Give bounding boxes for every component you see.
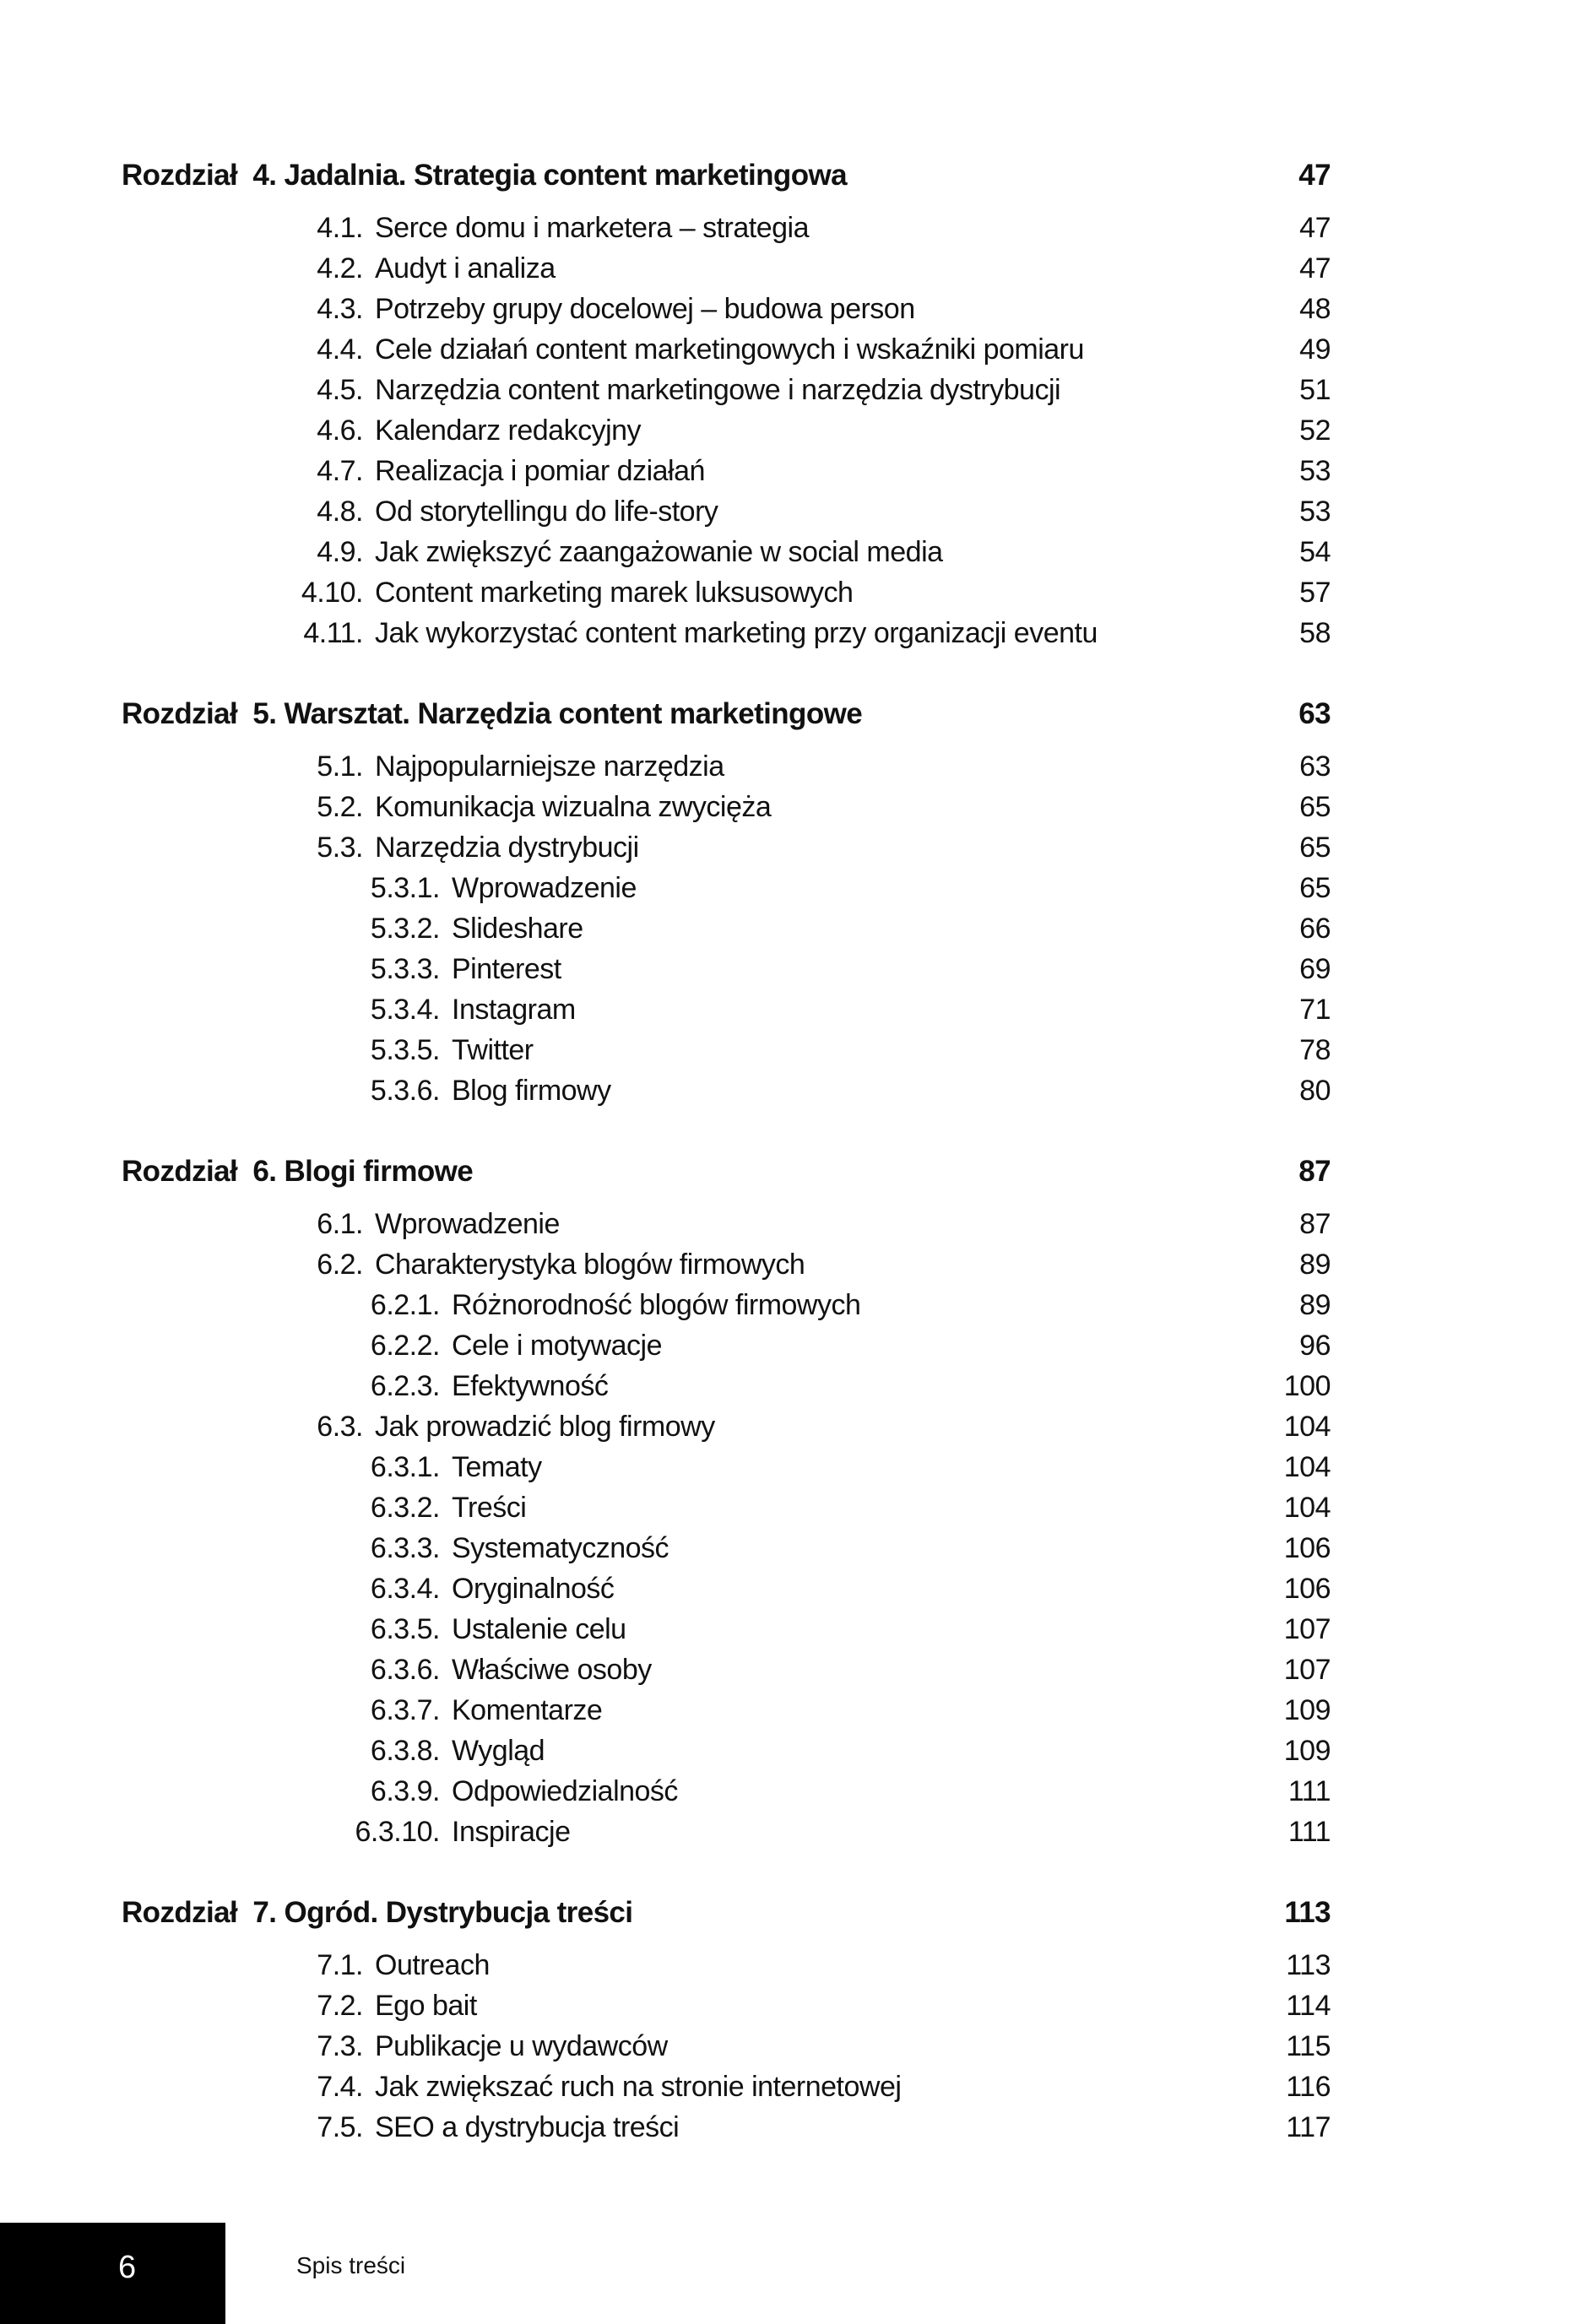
entry-title: Komentarze: [452, 1693, 603, 1726]
entry-title: Kalendarz redakcyjny: [375, 414, 642, 447]
entry-title: Narzędzia content marketingowe i narzędzia dystrybucji: [375, 373, 1061, 406]
entry-page: 107: [1283, 1612, 1331, 1645]
entry-number: 6.3.10.: [355, 1815, 440, 1848]
entry-number: 6.3.7.: [370, 1693, 440, 1726]
chapter-title: Rozdział 4. Jadalnia. Strategia content marketingowa: [122, 159, 847, 192]
chapter-page: 63: [1298, 697, 1331, 730]
toc-subentry: [122, 989, 1331, 1030]
toc-entry: [122, 1985, 1331, 2026]
entry-page: 58: [1299, 616, 1331, 649]
entry-page: 65: [1299, 871, 1331, 904]
entry-page: 111: [1287, 1815, 1331, 1848]
toc-subentry: [122, 949, 1331, 989]
entry-title: Komunikacja wizualna zwycięża: [375, 790, 772, 823]
entry-number: 4.9.: [317, 535, 363, 568]
running-footer-title: Spis treści: [296, 2252, 406, 2278]
chapter-heading: [122, 696, 1331, 733]
entry-title: Jak zwiększać ruch na stronie internetowej: [375, 2070, 902, 2103]
entry-title: SEO a dystrybucja treści: [375, 2110, 680, 2143]
entry-page: 111: [1287, 1774, 1331, 1807]
chapter-heading: [122, 1894, 1331, 1931]
entry-number: 5.3.: [317, 831, 363, 864]
entry-number: 5.1.: [317, 750, 363, 783]
entry-number: 6.3.6.: [370, 1653, 440, 1686]
entry-page: 65: [1299, 790, 1331, 823]
entry-page: 107: [1283, 1653, 1331, 1686]
page-number-box: [0, 2223, 225, 2324]
toc-subentry: [122, 1285, 1331, 1325]
entry-page: 115: [1286, 2029, 1331, 2062]
chapter-section: [122, 1153, 1331, 1852]
toc-entry: [122, 572, 1331, 613]
entry-number: 5.3.5.: [370, 1033, 440, 1066]
entry-number: 6.3.1.: [370, 1450, 440, 1483]
toc-entry: [122, 532, 1331, 572]
entry-number: 4.8.: [317, 495, 363, 528]
entry-title: Treści: [452, 1491, 527, 1524]
entry-title: Blog firmowy: [452, 1074, 611, 1107]
entry-number: 6.1.: [317, 1207, 363, 1240]
entry-page: 106: [1283, 1572, 1331, 1605]
chapter-title: Rozdział 7. Ogród. Dystrybucja treści: [122, 1896, 633, 1929]
entry-number: 7.3.: [317, 2029, 363, 2062]
chapter-section: [122, 157, 1331, 653]
entry-number: 6.3.8.: [370, 1734, 440, 1767]
entry-title: Inspiracje: [452, 1815, 571, 1848]
entry-title: Charakterystyka blogów firmowych: [375, 1248, 805, 1281]
entry-number: 6.3.4.: [370, 1572, 440, 1605]
entry-number: 4.10.: [301, 576, 363, 609]
entry-title: Ego bait: [375, 1989, 477, 2022]
toc-entry: [122, 208, 1331, 248]
toc-subentry: [122, 1447, 1331, 1487]
entry-title: Wygląd: [452, 1734, 545, 1767]
toc-entry: [122, 289, 1331, 329]
toc-entry: [122, 451, 1331, 491]
entry-page: 52: [1299, 414, 1331, 447]
entry-title: Jak prowadzić blog firmowy: [375, 1410, 715, 1443]
entry-title: Od storytellingu do life-story: [375, 495, 718, 528]
entry-page: 96: [1299, 1329, 1331, 1362]
entry-number: 6.2.1.: [370, 1288, 440, 1321]
entry-page: 80: [1299, 1074, 1331, 1107]
entry-page: 71: [1299, 993, 1331, 1026]
entry-number: 6.2.: [317, 1248, 363, 1281]
entry-page: 53: [1299, 495, 1331, 528]
entry-number: 7.2.: [317, 1989, 363, 2022]
toc-entry: [122, 1204, 1331, 1244]
entry-page: 47: [1299, 211, 1331, 244]
toc-subentry: [122, 908, 1331, 949]
entry-page: 117: [1286, 2110, 1331, 2143]
entry-title: Cele i motywacje: [452, 1329, 662, 1362]
entry-number: 4.7.: [317, 454, 363, 487]
toc-subentry: [122, 1070, 1331, 1111]
chapter-title: Rozdział 5. Warsztat. Narzędzia content marketingowe: [122, 697, 863, 730]
toc-entry: [122, 787, 1331, 827]
entry-page: 89: [1299, 1288, 1331, 1321]
entry-number: 6.3.2.: [370, 1491, 440, 1524]
entry-title: Jak wykorzystać content marketing przy organizacji eventu: [375, 616, 1098, 649]
toc-entry: [122, 2067, 1331, 2107]
toc-subentry: [122, 1487, 1331, 1528]
toc-subentry: [122, 1609, 1331, 1650]
entry-number: 6.3.: [317, 1410, 363, 1443]
entry-number: 4.11.: [303, 616, 363, 649]
entry-title: Efektywność: [452, 1369, 609, 1402]
entry-title: Oryginalność: [452, 1572, 615, 1605]
entry-title: Właściwe osoby: [452, 1653, 652, 1686]
entry-title: Cele działań content marketingowych i wskaźniki pomiaru: [375, 333, 1084, 366]
entry-number: 6.2.3.: [370, 1369, 440, 1402]
toc-subentry: [122, 1690, 1331, 1731]
chapter-page: 47: [1298, 159, 1331, 192]
toc-subentry: [122, 1650, 1331, 1690]
toc-entry: [122, 746, 1331, 787]
entry-number: 5.3.1.: [370, 871, 440, 904]
toc-subentry: [122, 1366, 1331, 1406]
chapter-section: [122, 696, 1331, 1111]
toc-subentry: [122, 1812, 1331, 1852]
entry-number: 6.3.5.: [370, 1612, 440, 1645]
entry-number: 6.2.2.: [370, 1329, 440, 1362]
entry-page: 109: [1283, 1693, 1331, 1726]
entry-number: 7.1.: [317, 1948, 363, 1981]
toc-entry: [122, 491, 1331, 532]
entry-number: 4.4.: [317, 333, 363, 366]
entry-title: Wprowadzenie: [452, 871, 637, 904]
table-of-contents: [122, 157, 1331, 2190]
entry-page: 63: [1299, 750, 1331, 783]
chapter-section: [122, 1894, 1331, 2148]
entry-number: 7.5.: [317, 2110, 363, 2143]
toc-entry: [122, 410, 1331, 451]
entry-title: Instagram: [452, 993, 576, 1026]
entry-number: 4.1.: [317, 211, 363, 244]
page-number: 6: [118, 2250, 137, 2285]
toc-entry: [122, 248, 1331, 289]
entry-title: Tematy: [452, 1450, 542, 1483]
entry-title: Slideshare: [452, 912, 583, 945]
entry-title: Content marketing marek luksusowych: [375, 576, 854, 609]
entry-page: 78: [1299, 1033, 1331, 1066]
entry-page: 65: [1299, 831, 1331, 864]
entry-page: 66: [1299, 912, 1331, 945]
entry-page: 48: [1299, 292, 1331, 325]
entry-number: 5.3.3.: [370, 952, 440, 985]
toc-entry: [122, 2026, 1331, 2067]
entry-title: Wprowadzenie: [375, 1207, 560, 1240]
toc-entry: [122, 1945, 1331, 1985]
chapter-heading: [122, 157, 1331, 194]
entry-number: 7.4.: [317, 2070, 363, 2103]
toc-subentry: [122, 1731, 1331, 1771]
toc-subentry: [122, 868, 1331, 908]
entry-page: 54: [1299, 535, 1331, 568]
entry-page: 51: [1299, 373, 1331, 406]
entry-title: Narzędzia dystrybucji: [375, 831, 639, 864]
entry-page: 104: [1283, 1410, 1331, 1443]
entry-page: 104: [1283, 1450, 1331, 1483]
chapter-title: Rozdział 6. Blogi firmowe: [122, 1155, 474, 1188]
entry-number: 4.2.: [317, 252, 363, 284]
entry-title: Różnorodność blogów firmowych: [452, 1288, 861, 1321]
entry-page: 116: [1286, 2070, 1331, 2103]
chapter-heading: [122, 1153, 1331, 1190]
entry-title: Outreach: [375, 1948, 490, 1981]
toc-subentry: [122, 1030, 1331, 1070]
toc-subentry: [122, 1528, 1331, 1568]
entry-title: Serce domu i marketera – strategia: [375, 211, 810, 244]
entry-page: 104: [1283, 1491, 1331, 1524]
entry-title: Jak zwiększyć zaangażowanie w social media: [375, 535, 943, 568]
toc-entry: [122, 1406, 1331, 1447]
entry-title: Potrzeby grupy docelowej – budowa person: [375, 292, 915, 325]
entry-page: 87: [1299, 1207, 1331, 1240]
toc-entry: [122, 827, 1331, 868]
entry-page: 53: [1299, 454, 1331, 487]
toc-entry: [122, 370, 1331, 410]
entry-number: 6.3.9.: [370, 1774, 440, 1807]
entry-title: Audyt i analiza: [375, 252, 556, 284]
entry-page: 57: [1299, 576, 1331, 609]
entry-page: 113: [1286, 1948, 1331, 1981]
entry-title: Ustalenie celu: [452, 1612, 626, 1645]
entry-page: 47: [1299, 252, 1331, 284]
toc-entry: [122, 2107, 1331, 2148]
entry-number: 4.3.: [317, 292, 363, 325]
entry-number: 4.6.: [317, 414, 363, 447]
entry-number: 6.3.3.: [370, 1531, 440, 1564]
entry-page: 114: [1286, 1989, 1331, 2022]
entry-number: 5.3.6.: [370, 1074, 440, 1107]
toc-subentry: [122, 1771, 1331, 1812]
entry-page: 106: [1283, 1531, 1331, 1564]
toc-subentry: [122, 1568, 1331, 1609]
toc-subentry: [122, 1325, 1331, 1366]
entry-page: 89: [1299, 1248, 1331, 1281]
entry-page: 49: [1299, 333, 1331, 366]
toc-entry: [122, 1244, 1331, 1285]
toc-entry: [122, 329, 1331, 370]
entry-number: 4.5.: [317, 373, 363, 406]
entry-title: Pinterest: [452, 952, 561, 985]
entry-title: Systematyczność: [452, 1531, 669, 1564]
entry-page: 100: [1283, 1369, 1331, 1402]
toc-entry: [122, 613, 1331, 653]
entry-number: 5.3.2.: [370, 912, 440, 945]
chapter-page: 87: [1298, 1155, 1331, 1188]
entry-number: 5.2.: [317, 790, 363, 823]
entry-title: Odpowiedzialność: [452, 1774, 678, 1807]
entry-number: 5.3.4.: [370, 993, 440, 1026]
entry-page: 69: [1299, 952, 1331, 985]
chapter-page: 113: [1284, 1896, 1331, 1929]
entry-title: Najpopularniejsze narzędzia: [375, 750, 724, 783]
entry-title: Twitter: [452, 1033, 534, 1066]
entry-title: Publikacje u wydawców: [375, 2029, 668, 2062]
entry-title: Realizacja i pomiar działań: [375, 454, 705, 487]
entry-page: 109: [1283, 1734, 1331, 1767]
